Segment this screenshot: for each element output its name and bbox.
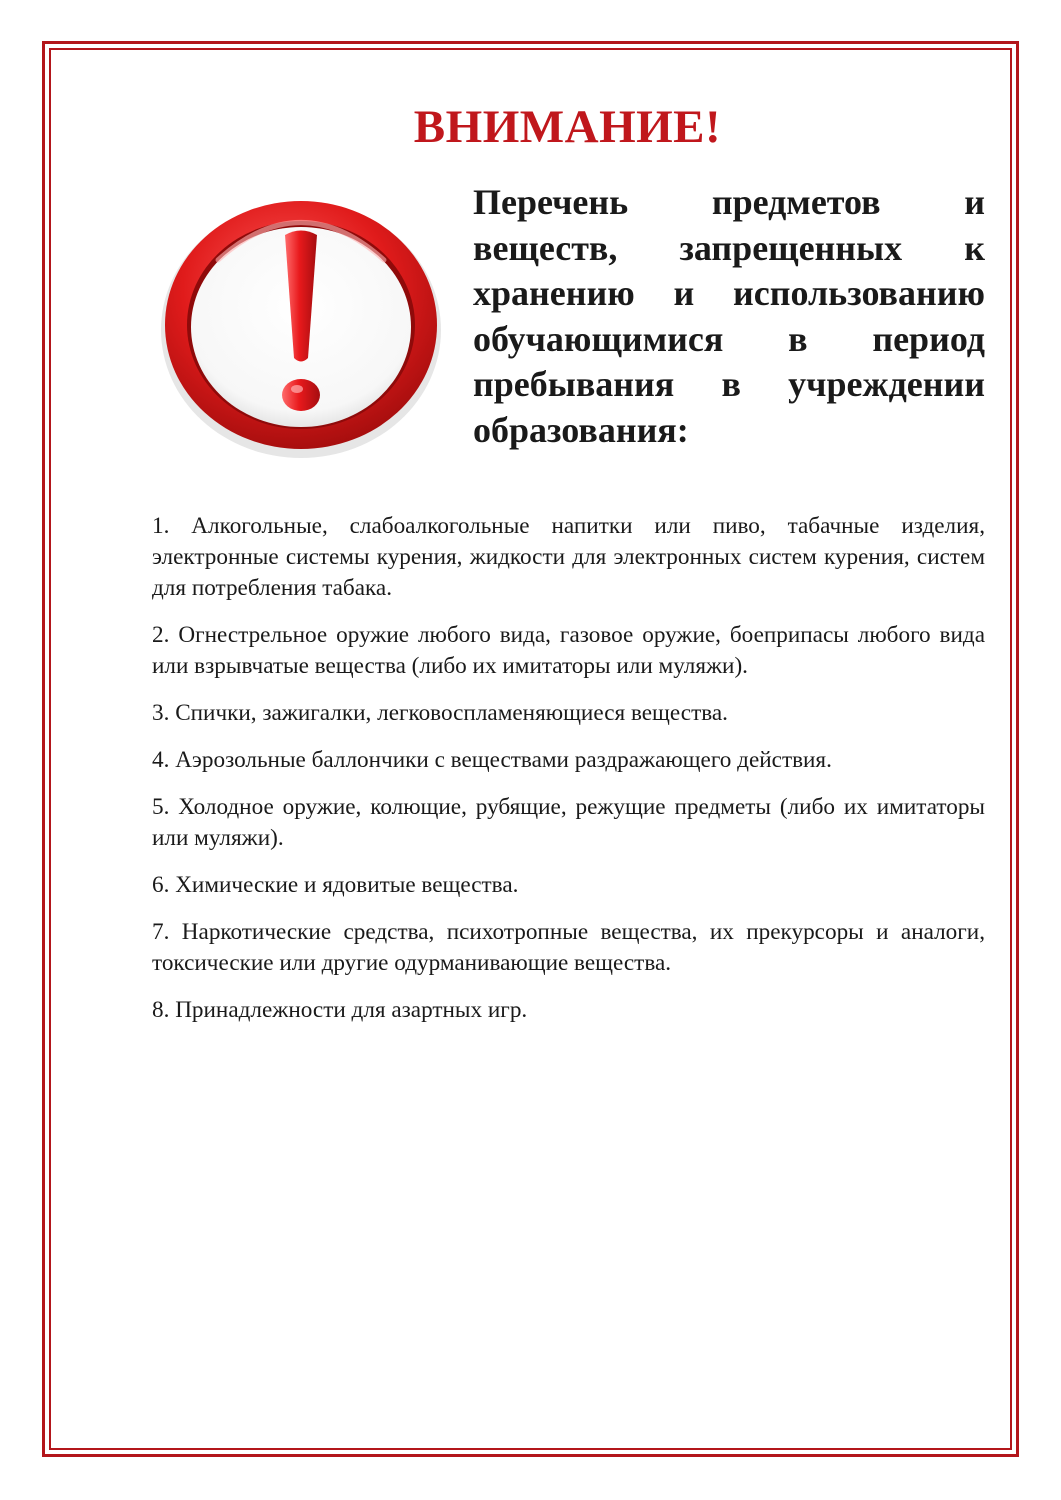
- subtitle-text: Перечень предметов и веществ, запрещенных к хранению и использованию обучающимися в период пребывания в учреждении: [473, 182, 985, 404]
- subtitle-last-line: образования:: [473, 409, 689, 450]
- list-item: 2. Огнестрельное оружие любого вида, газовое оружие, боеприпасы любого вида или взрывчатые вещества (либо их имитаторы или муляжи).: [152, 622, 985, 679]
- list-item: 4. Аэрозольные баллончики с веществами раздражающего действия.: [152, 747, 832, 773]
- exclamation-circle-icon: [158, 190, 448, 460]
- prohibited-items-list: [152, 511, 985, 1042]
- list-item: 6. Химические и ядовитые вещества.: [152, 872, 519, 898]
- list-item: 8. Принадлежности для азартных игр.: [152, 997, 528, 1023]
- list-item: 1. Алкогольные, слабоалкогольные напитки или пиво, табачные изделия, электронные системы курения, жидкости для электронных систем курения, систем для потребления табака.: [152, 513, 985, 601]
- list-item: 5. Холодное оружие, колющие, рубящие, режущие предметы (либо их имитаторы или муляжи).: [152, 794, 985, 851]
- list-item: 7. Наркотические средства, психотропные вещества, их прекурсоры и аналоги, токсические или другие одурманивающие вещества.: [152, 919, 985, 976]
- list-item: 3. Спички, зажигалки, легковоспламеняющиеся вещества.: [152, 700, 728, 726]
- page-title: ВНИМАНИЕ!: [413, 101, 722, 153]
- subtitle: [473, 180, 985, 453]
